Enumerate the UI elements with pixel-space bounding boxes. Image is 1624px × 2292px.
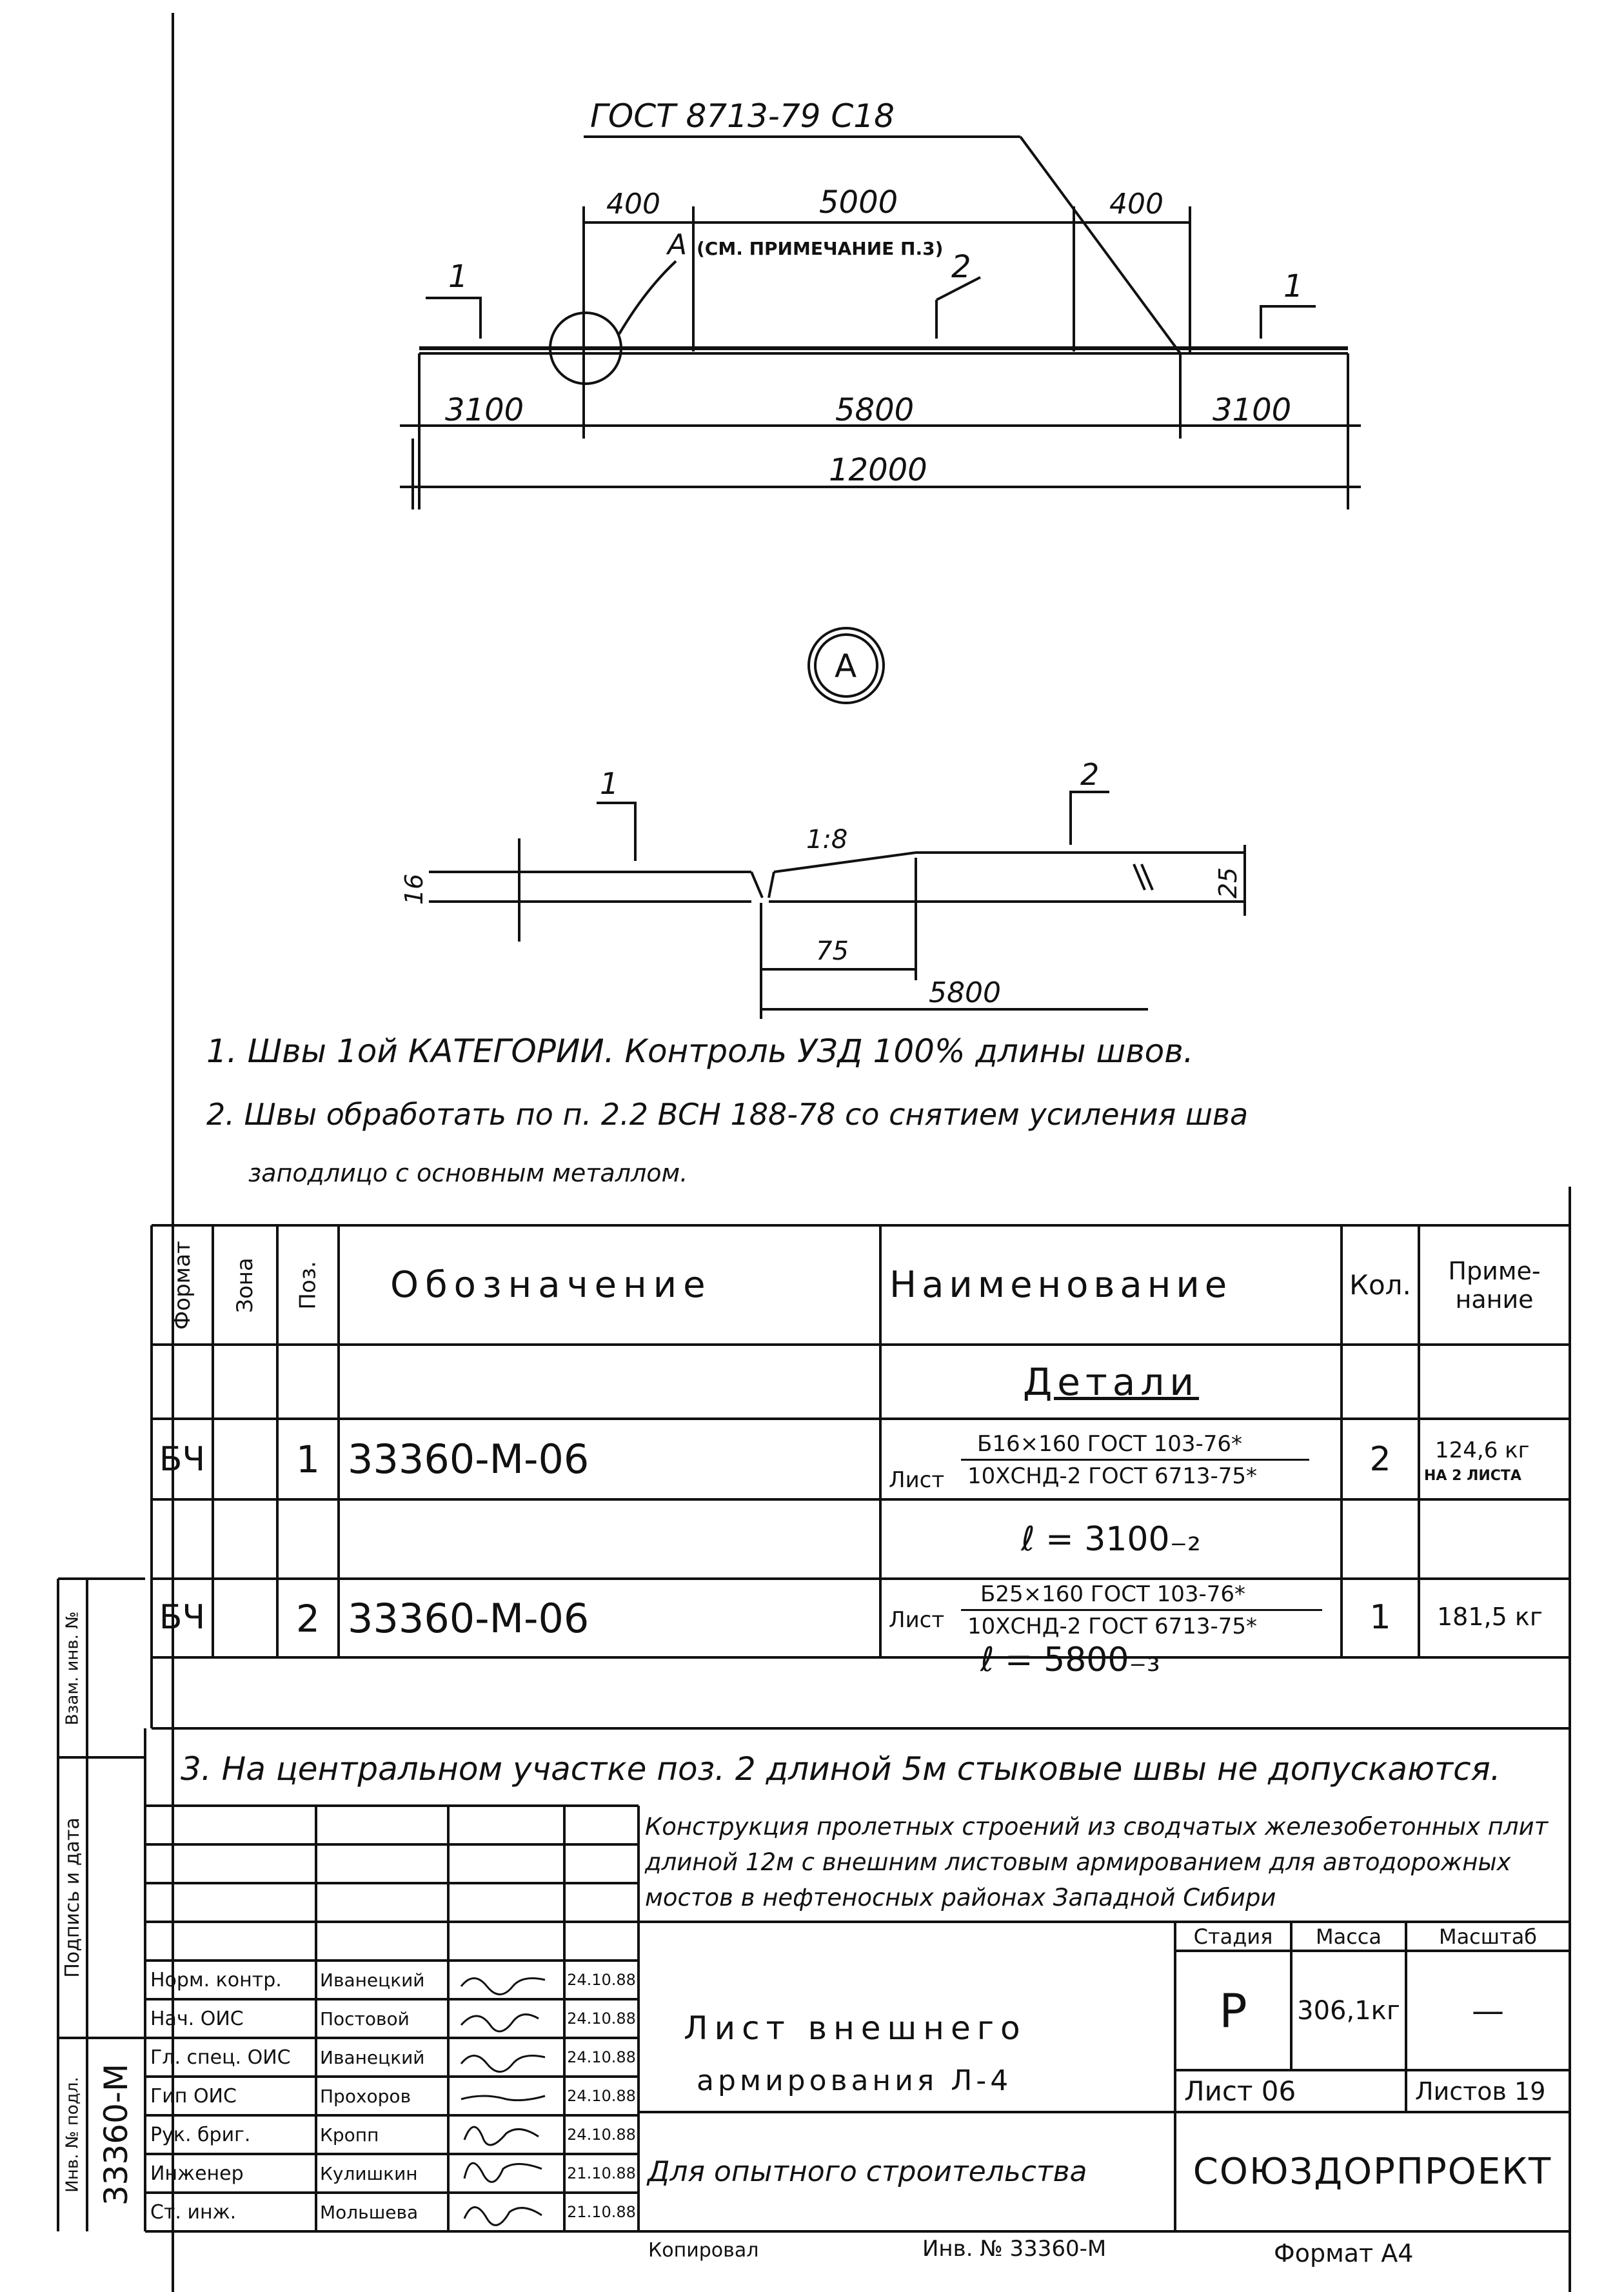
col-header-format: Формат bbox=[169, 1240, 195, 1330]
signatures bbox=[461, 1979, 545, 2226]
mass-value: 306,1кг bbox=[1297, 1995, 1400, 2026]
note-1: 1. Швы 1ой КАТЕГОРИИ. Контроль УЗД 100% длины швов. bbox=[206, 1032, 1194, 1070]
signer-role: Норм. контр. bbox=[150, 1968, 282, 1991]
row2-fraction-line bbox=[961, 1609, 1322, 1611]
pos-label-center: 2 bbox=[951, 249, 971, 285]
row1-note-sub: НА 2 ЛИСТА bbox=[1424, 1468, 1521, 1484]
signer-role: Гип ОИС bbox=[150, 2084, 237, 2108]
detail-ref-label: А bbox=[668, 228, 688, 261]
row2-name-prefix: Лист bbox=[889, 1607, 945, 1633]
signer-name: Прохоров bbox=[320, 2085, 411, 2107]
inventory-number: Инв. № 33360-М bbox=[922, 2236, 1107, 2262]
mass-label: Масса bbox=[1315, 1924, 1381, 1949]
gost-label: ГОСТ 8713-79 С18 bbox=[590, 97, 895, 135]
row2-pos: 2 bbox=[296, 1597, 320, 1641]
row1-qty: 2 bbox=[1369, 1439, 1391, 1479]
row2-length: ℓ = 5800₋₃ bbox=[980, 1641, 1160, 1679]
detail-pos2: 2 bbox=[1080, 757, 1100, 792]
signer-role: Инженер bbox=[150, 2162, 244, 2185]
copied-by: Копировал bbox=[648, 2239, 759, 2262]
detail-dim-long: 5800 bbox=[929, 976, 1001, 1009]
signer-name: Иванецкий bbox=[320, 1969, 425, 1991]
dim-mid-left: 3100 bbox=[445, 392, 524, 428]
col-header-name: Наименование bbox=[889, 1264, 1233, 1306]
detail-thk-left: 16 bbox=[400, 873, 429, 905]
col-header-qty: Кол. bbox=[1349, 1269, 1411, 1301]
stage-value: Р bbox=[1219, 1983, 1247, 2038]
row1-name-top: Б16×160 ГОСТ 103-76* bbox=[977, 1431, 1243, 1457]
col-header-designation: Обозначение bbox=[390, 1264, 712, 1306]
section-title: Детали bbox=[1022, 1359, 1200, 1404]
detail-slope: 1:8 bbox=[806, 825, 848, 855]
col-header-note: Приме-нание bbox=[1448, 1256, 1541, 1314]
detail-note: (СМ. ПРИМЕЧАНИЕ П.3) bbox=[697, 238, 944, 259]
dim-top-right: 400 bbox=[1109, 188, 1164, 221]
dim-top-center: 5000 bbox=[819, 184, 898, 221]
signer-date: 24.10.88 bbox=[567, 1971, 636, 1989]
paper-format: Формат А4 bbox=[1274, 2239, 1414, 2267]
sheet-title-2: армирования Л-4 bbox=[697, 2064, 1013, 2097]
col-header-pos: Поз. bbox=[295, 1260, 321, 1310]
signer-role: Ст. инж. bbox=[150, 2200, 237, 2224]
organization: СОЮЗДОРПРОЕКТ bbox=[1193, 2151, 1552, 2193]
row1-format: БЧ bbox=[159, 1439, 206, 1479]
signer-date: 21.10.88 bbox=[567, 2203, 636, 2221]
row2-name-top: Б25×160 ГОСТ 103-76* bbox=[980, 1581, 1246, 1607]
row1-length: ℓ = 3100₋₂ bbox=[1021, 1519, 1201, 1559]
signer-date: 21.10.88 bbox=[567, 2164, 636, 2182]
row2-name-bottom: 10ХСНД-2 ГОСТ 6713-75* bbox=[967, 1614, 1258, 1639]
row1-designation: 33360-М-06 bbox=[348, 1436, 589, 1483]
row2-format: БЧ bbox=[159, 1598, 206, 1637]
detail-thk-right: 25 bbox=[1214, 867, 1243, 899]
signer-name: Мольшева bbox=[320, 2201, 419, 2223]
pos-label-right: 1 bbox=[1283, 268, 1303, 304]
detail-pos1: 1 bbox=[600, 766, 619, 801]
row1-name-bottom: 10ХСНД-2 ГОСТ 6713-75* bbox=[967, 1463, 1258, 1489]
dim-top-left: 400 bbox=[606, 188, 660, 221]
signer-role: Гл. спец. ОИС bbox=[150, 2046, 291, 2069]
pos-label-left: 1 bbox=[448, 259, 468, 295]
scale-value: — bbox=[1472, 1991, 1504, 2030]
col-header-zone: Зона bbox=[232, 1257, 258, 1313]
scale-label: Масштаб bbox=[1438, 1924, 1538, 1949]
stage-label: Стадия bbox=[1193, 1924, 1273, 1949]
sheets-total: Листов 19 bbox=[1415, 2077, 1546, 2106]
note-3: 3. На центральном участке поз. 2 длиной 5м стыковые швы не допускаются. bbox=[181, 1750, 1501, 1788]
detail-dim-short: 75 bbox=[816, 936, 849, 966]
row1-fraction-line bbox=[961, 1459, 1309, 1461]
signer-role: Нач. ОИС bbox=[150, 2007, 244, 2030]
row1-note: 124,6 кг bbox=[1435, 1437, 1530, 1463]
signer-name: Постовой bbox=[320, 2008, 410, 2030]
side-inv-value: 33360-М bbox=[97, 2063, 135, 2206]
signer-role: Рук. бриг. bbox=[150, 2123, 251, 2146]
note-2: 2. Швы обработать по п. 2.2 ВСН 188-78 со снятием усиления шва bbox=[206, 1097, 1249, 1132]
row1-pos: 1 bbox=[296, 1437, 320, 1481]
dim-mid-center: 5800 bbox=[835, 392, 915, 428]
row2-qty: 1 bbox=[1369, 1598, 1391, 1637]
signer-date: 24.10.88 bbox=[567, 2010, 636, 2028]
signer-date: 24.10.88 bbox=[567, 2048, 636, 2066]
row1-name-prefix: Лист bbox=[889, 1467, 945, 1493]
dim-mid-right: 3100 bbox=[1213, 392, 1292, 428]
sheet-number: Лист 06 bbox=[1184, 2075, 1296, 2107]
project-title: Конструкция пролетных строений из сводчатых железобетонных плит длиной 12м с внешним листовым армированием для автодорожных мостов в нефтеносных районах Западной Сибири bbox=[645, 1813, 1549, 1912]
side-sign-label: Подпись и дата bbox=[61, 1817, 84, 1978]
signer-date: 24.10.88 bbox=[567, 2126, 636, 2144]
purpose: Для опытного строительства bbox=[648, 2155, 1087, 2188]
signer-name: Кулишкин bbox=[320, 2162, 418, 2184]
sheet-title-1: Лист внешнего bbox=[684, 2010, 1027, 2047]
note-2-cont: заподлицо с основным металлом. bbox=[248, 1159, 688, 1187]
side-vzam-label: Взам. инв. № bbox=[63, 1611, 83, 1725]
row2-designation: 33360-М-06 bbox=[348, 1595, 589, 1642]
signer-date: 24.10.88 bbox=[567, 2087, 636, 2105]
side-inv-label: Инв. № подл. bbox=[63, 2077, 83, 2193]
signer-name: Кропп bbox=[320, 2124, 379, 2146]
signer-name: Иванецкий bbox=[320, 2046, 425, 2068]
row2-note: 181,5 кг bbox=[1437, 1603, 1543, 1631]
view-label: А bbox=[835, 647, 857, 685]
dim-total: 12000 bbox=[829, 452, 927, 488]
